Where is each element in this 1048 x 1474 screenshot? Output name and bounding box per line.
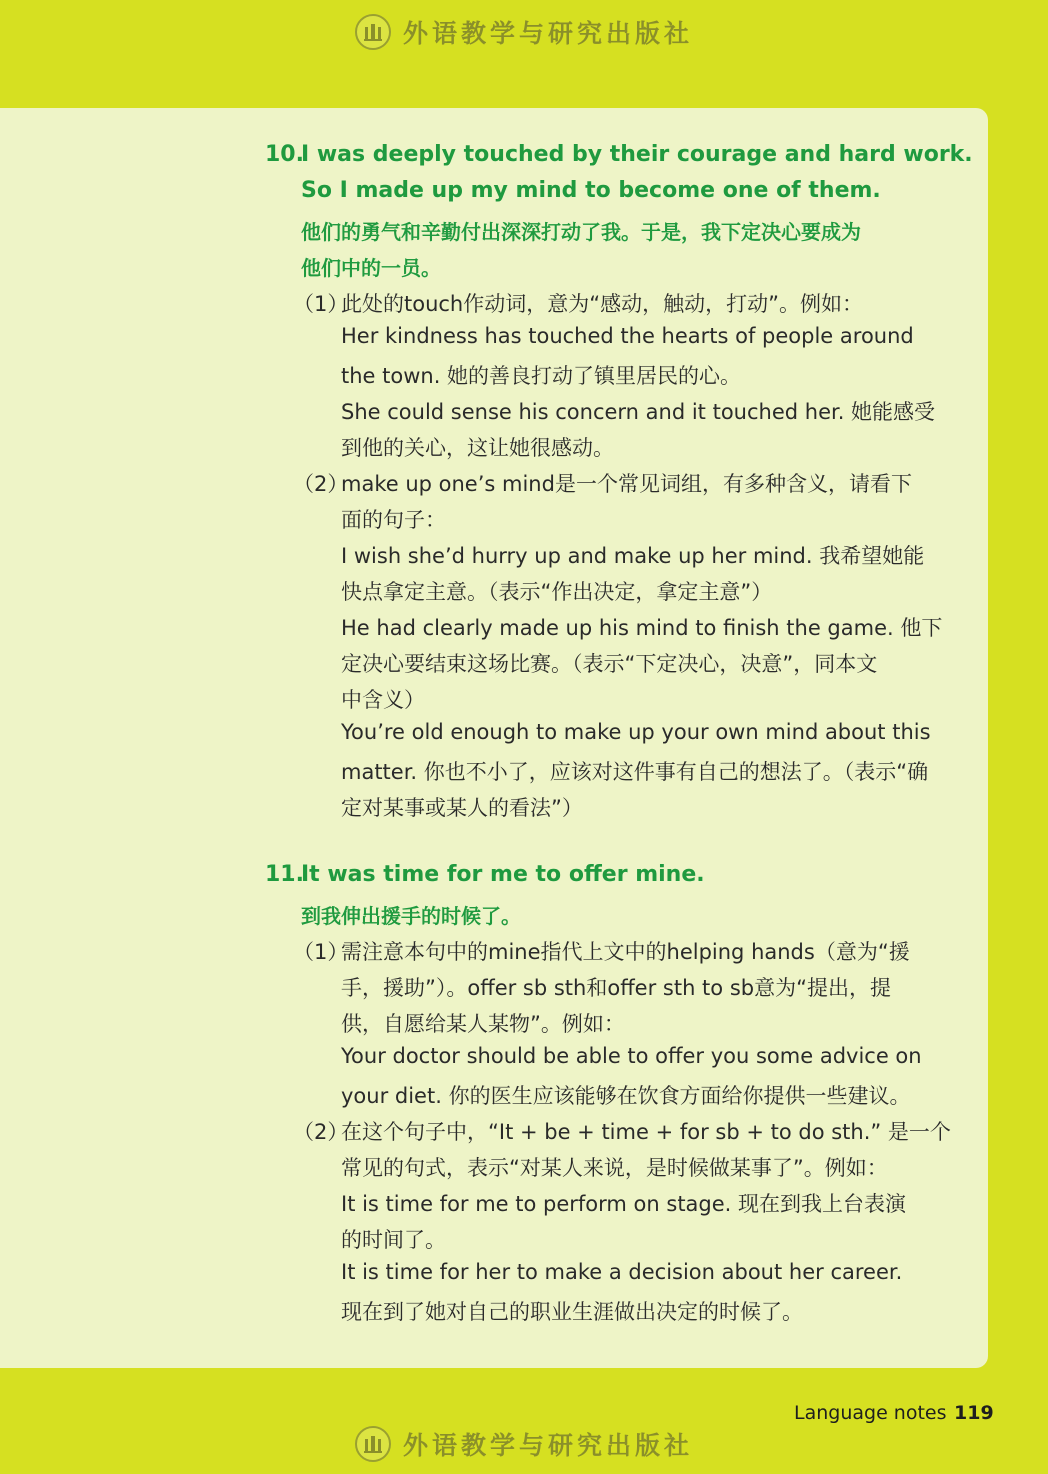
note-line: 现在到了她对自己的职业生涯做出决定的时候了。 — [341, 1300, 803, 1324]
item-en-title: I was deeply touched by their courage and hard work. — [301, 142, 973, 167]
note-line: 需注意本句中的mine指代上文中的helping hands（意为“援 — [341, 940, 910, 964]
page-number: 119 — [954, 1402, 994, 1424]
note-line: It is time for her to make a decision about her career. — [341, 1260, 903, 1284]
note-line: I wish she’d hurry up and make up her mind. 我希望她能 — [341, 544, 925, 568]
note-line: make up one’s mind是一个常见词组，有多种含义，请看下 — [341, 472, 912, 496]
note-line: You’re old enough to make up your own mind about this — [341, 720, 931, 744]
note-line: 面的句子： — [341, 508, 446, 532]
note-line: 的时间了。 — [341, 1228, 446, 1252]
note-line: He had clearly made up his mind to finish the game. 他下 — [341, 616, 943, 640]
note-line: 定决心要结束这场比赛。（表示“下定决心，决意”，同本文 — [341, 652, 878, 676]
note-marker: （2） — [293, 472, 349, 496]
item-number: 11. — [265, 862, 304, 887]
publisher-name: 外语教学与研究出版社 — [402, 1431, 693, 1460]
press-logo-icon — [355, 14, 391, 50]
publisher-name: 外语教学与研究出版社 — [402, 19, 693, 48]
publisher-header — [0, 10, 1048, 54]
note-line: matter. 你也不小了，应该对这件事有自己的想法了。（表示“确 — [341, 760, 929, 784]
note-line: 供，自愿给某人某物”。例如： — [341, 1012, 625, 1036]
item-en-title: It was time for me to offer mine. — [301, 862, 705, 887]
note-marker: （1） — [293, 292, 349, 316]
press-logo-icon — [355, 1426, 391, 1462]
note-line: the town. 她的善良打动了镇里居民的心。 — [341, 364, 742, 388]
item-zh-title: 他们中的一员。 — [301, 256, 441, 280]
note-line: She could sense his concern and it touched her. 她能感受 — [341, 400, 936, 424]
note-line: Your doctor should be able to offer you some advice on — [341, 1044, 922, 1068]
item-zh-title: 到我伸出援手的时候了。 — [301, 904, 521, 928]
note-line: 定对某事或某人的看法”） — [341, 796, 583, 820]
note-line: 常见的句式，表示“对某人来说，是时候做某事了”。例如： — [341, 1156, 888, 1180]
note-line: your diet. 你的医生应该能够在饮食方面给你提供一些建议。 — [341, 1084, 911, 1108]
item-en-title: So I made up my mind to become one of them. — [301, 178, 881, 203]
item-number: 10. — [265, 142, 304, 167]
note-line: 手，援助”）。offer sb sth和offer sth to sb意为“提出，提 — [341, 976, 891, 1000]
note-line: 此处的touch作动词，意为“感动，触动，打动”。例如： — [341, 292, 864, 316]
note-line: It is time for me to perform on stage. 现在到我上台表演 — [341, 1192, 907, 1216]
note-marker: （1） — [293, 940, 349, 964]
note-line: 到他的关心，这让她很感动。 — [341, 436, 614, 460]
note-line: 在这个句子中，“It + be + time + for sb + to do sth.” 是一个 — [341, 1120, 951, 1144]
item-zh-title: 他们的勇气和辛勤付出深深打动了我。于是，我下定决心要成为 — [301, 220, 861, 244]
note-line: 中含义） — [341, 688, 425, 712]
publisher-footer — [0, 1422, 1048, 1466]
section-label: Language notes — [794, 1402, 947, 1424]
note-line: 快点拿定主意。（表示“作出决定，拿定主意”） — [341, 580, 773, 604]
note-line: Her kindness has touched the hearts of people around — [341, 324, 914, 348]
note-marker: （2） — [293, 1120, 349, 1144]
